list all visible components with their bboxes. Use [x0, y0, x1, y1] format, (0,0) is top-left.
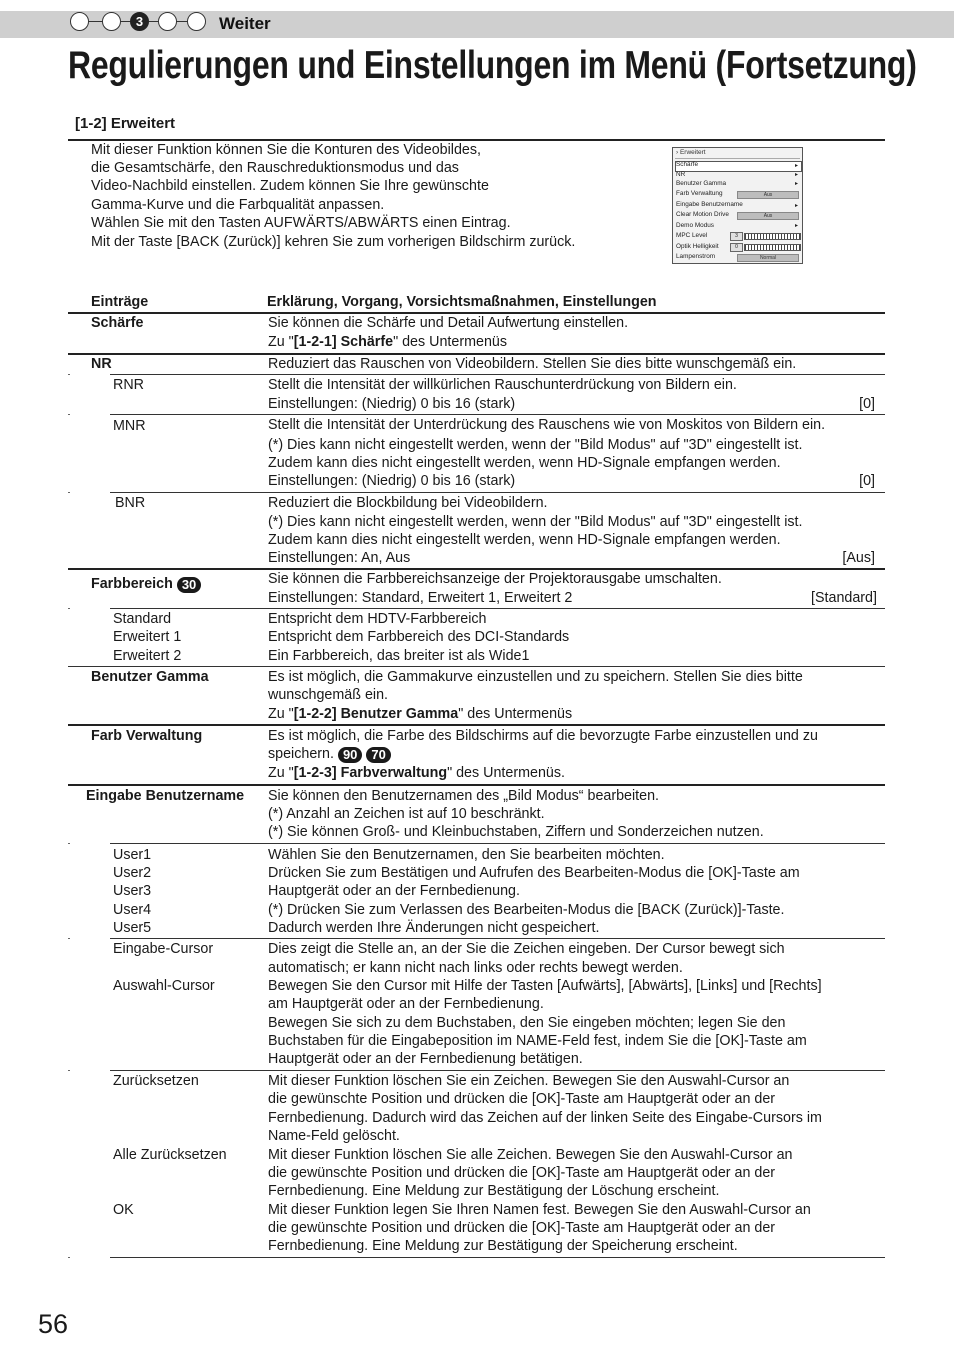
bnr-default: [Aus] [842, 550, 875, 566]
option-name: Standard [113, 611, 172, 627]
menu-title: › Erweitert [676, 149, 706, 156]
user-slot: User5 [113, 920, 152, 936]
chevron-right-icon: ▸ [794, 172, 798, 178]
step-3-current: 3 [130, 12, 149, 31]
entry-eingabe-cursor: Eingabe-Cursor [113, 941, 214, 957]
option-desc: Ein Farbbereich, das breiter ist als Wide1 [268, 648, 530, 664]
chevron-right-icon: ▸ [794, 181, 798, 187]
menu-value: Aus [737, 212, 799, 220]
gamma-desc: wunschgemäß ein. [268, 687, 388, 703]
rnr-default: [0] [859, 396, 875, 412]
mnr-note: Zudem kann dies nicht eingestellt werden, wenn HD-Signale empfangen werden. [268, 455, 781, 471]
entry-nr: NR [91, 356, 112, 372]
chevron-right-icon: ▸ [794, 223, 798, 229]
step-5 [187, 12, 206, 31]
cursor-desc: Bewegen Sie den Cursor mit Hilfe der Tasten [Aufwärts], [Abwärts], [Links] und [Rechts] [268, 978, 822, 994]
benutzername-desc: Sie können den Benutzernamen des „Bild Modus“ bearbeiten. [268, 788, 660, 804]
margin-mark [68, 414, 70, 415]
reset-all-desc: die gewünschte Position und drücken die [OK]-Taste am Hauptgerät oder an der [268, 1165, 776, 1181]
intro-line: Gamma-Kurve und die Farbqualität anpassen. [91, 197, 385, 213]
entry-auswahl-cursor: Auswahl-Cursor [113, 978, 215, 994]
step-1 [70, 12, 89, 31]
menu-value: Normal [737, 254, 799, 262]
reset-desc: Name-Feld gelöscht. [268, 1128, 400, 1144]
entry-benutzer-gamma: Benutzer Gamma [91, 669, 209, 685]
entry-rnr: RNR [113, 377, 144, 393]
menu-slider [744, 244, 801, 251]
menu-item: Lampenstrom [676, 253, 716, 260]
table-rule [110, 374, 885, 375]
user-slot: User4 [113, 902, 152, 918]
menu-item: Demo Modus [676, 222, 715, 229]
entry-schaerfe: Schärfe [91, 315, 144, 331]
ok-desc: Mit dieser Funktion legen Sie Ihren Namen fest. Bewegen Sie den Auswahl-Cursor an [268, 1202, 811, 1218]
farbverwaltung-desc: speichern. 90 70 [268, 745, 391, 763]
table-rule [110, 938, 885, 939]
menu-value: 3 [730, 232, 743, 241]
menu-item: Clear Motion Drive [676, 211, 729, 218]
page-number: 56 [38, 1309, 69, 1339]
menu-item: Schärfe [676, 161, 699, 168]
table-rule [68, 784, 885, 786]
cursor-desc: Bewegen Sie sich zu dem Buchstaben, den Sie eingeben möchten; legen Sie den [268, 1015, 786, 1031]
margin-mark [68, 608, 70, 609]
entry-zuruecksetzen: Zurücksetzen [113, 1073, 199, 1089]
bnr-settings: Einstellungen: An, Aus [268, 550, 411, 566]
margin-mark [68, 843, 70, 844]
intro-line: Wählen Sie mit den Tasten AUFWÄRTS/ABWÄRTS einen Eintrag. [91, 215, 511, 231]
intro-line: die Gesamtschärfe, den Rauschreduktionsmodus und das [91, 160, 459, 176]
menu-item: Eingabe Benutzername [676, 201, 743, 208]
cursor-desc: Buchstaben für die Eingabeposition im NAME-Feld fest, indem Sie die [OK]-Taste am [268, 1033, 807, 1049]
margin-mark [68, 492, 70, 493]
rnr-settings: Einstellungen: (Niedrig) 0 bis 16 (stark) [268, 396, 516, 412]
option-name: Erweitert 1 [113, 629, 182, 645]
entry-alle-zuruecksetzen: Alle Zurücksetzen [113, 1147, 227, 1163]
entry-eingabe-benutzername: Eingabe Benutzername [86, 788, 245, 804]
ok-desc: Fernbedienung. Eine Meldung zur Bestätigung der Speicherung erscheint. [268, 1238, 738, 1254]
users-desc: Wählen Sie den Benutzernamen, den Sie bearbeiten möchten. [268, 847, 665, 863]
table-rule [110, 414, 885, 415]
chevron-right-icon: ▸ [794, 163, 798, 169]
page-ref-badge: 90 [338, 747, 362, 763]
reset-all-desc: Fernbedienung. Eine Meldung zur Bestätigung der Löschung erscheint. [268, 1183, 720, 1199]
section-title: [1-2] Erweitert [75, 115, 176, 132]
reset-desc: Mit dieser Funktion löschen Sie ein Zeichen. Bewegen Sie den Auswahl-Cursor an [268, 1073, 790, 1089]
intro-line: Mit der Taste [BACK (Zurück)] kehren Sie zum vorherigen Bildschirm zurück. [91, 234, 576, 250]
menu-slider [744, 233, 801, 240]
margin-mark [68, 1070, 70, 1071]
table-rule [68, 666, 885, 667]
benutzername-note: (*) Anzahl an Zeichen ist auf 10 beschränkt. [268, 806, 545, 822]
menu-item: Optik Helligkeit [676, 243, 719, 250]
farbbereich-desc: Sie können die Farbbereichsanzeige der Projektorausgabe umschalten. [268, 571, 722, 587]
intro-line: Video-Nachbild einstellen. Zudem können Sie Ihre gewünschte [91, 178, 489, 194]
cursor-desc: am Hauptgerät oder an der Fernbedienung. [268, 996, 544, 1012]
menu-item: NR [676, 171, 686, 178]
users-desc: Dadurch werden Ihre Änderungen nicht gespeichert. [268, 920, 600, 936]
intro-line: Mit dieser Funktion können Sie die Konturen des Videobildes, [91, 142, 481, 158]
bnr-desc: Reduziert die Blockbildung bei Videobildern. [268, 495, 548, 511]
users-desc: (*) Drücken Sie zum Verlassen des Bearbeiten-Modus die [BACK (Zurück)]-Taste. [268, 902, 785, 918]
bnr-note: (*) Dies kann nicht eingestellt werden, wenn der "Bild Modus" auf "3D" eingestellt ist. [268, 514, 803, 530]
column-header-explanation: Erklärung, Vorgang, Vorsichtsmaßnahmen, Einstellungen [267, 294, 657, 310]
page-title: Regulierungen und Einstellungen im Menü (Fortsetzung) [68, 44, 917, 87]
entry-ok: OK [113, 1202, 134, 1218]
gamma-desc: Es ist möglich, die Gammakurve einzustellen und zu speichern. Stellen Sie dies bitte [268, 669, 803, 685]
table-rule [68, 724, 885, 726]
column-header-entries: Einträge [91, 294, 149, 310]
mnr-settings: Einstellungen: (Niedrig) 0 bis 16 (stark) [268, 473, 516, 489]
menu-value: Aus [737, 191, 799, 199]
cursor-desc: Hauptgerät oder an der Fernbedienung betätigen. [268, 1051, 583, 1067]
table-rule [110, 608, 885, 609]
bnr-note: Zudem kann dies nicht eingestellt werden, wenn HD-Signale empfangen werden. [268, 532, 781, 548]
entry-mnr: MNR [113, 418, 146, 434]
schaerfe-desc: Sie können die Schärfe und Detail Aufwertung einstellen. [268, 315, 629, 331]
users-desc: Hauptgerät oder an der Fernbedienung. [268, 883, 520, 899]
option-name: Erweitert 2 [113, 648, 182, 664]
reset-all-desc: Mit dieser Funktion löschen Sie alle Zeichen. Bewegen Sie den Auswahl-Cursor an [268, 1147, 793, 1163]
menu-screenshot [672, 147, 803, 264]
menu-item: MPC Level [676, 232, 708, 239]
menu-item: Farb Verwaltung [676, 190, 723, 197]
table-rule [110, 843, 885, 844]
page-ref-badge: 30 [177, 577, 201, 593]
header-label: Weiter [219, 14, 271, 33]
entry-bnr: BNR [115, 495, 146, 511]
margin-mark [68, 938, 70, 939]
cursor-desc: automatisch; er kann nicht nach links oder rechts bewegt werden. [268, 960, 683, 976]
farbverwaltung-ref: Zu "[1-2-3] Farbverwaltung" des Untermenüs. [268, 765, 565, 781]
benutzername-note: (*) Sie können Groß- und Kleinbuchstaben, Ziffern und Sonderzeichen nutzen. [268, 824, 764, 840]
margin-mark [68, 374, 70, 375]
user-slot: User2 [113, 865, 152, 881]
table-rule [110, 1070, 885, 1071]
user-slot: User3 [113, 883, 152, 899]
table-rule [110, 492, 885, 493]
farbbereich-settings: Einstellungen: Standard, Erweitert 1, Erweitert 2 [268, 590, 573, 606]
farbverwaltung-desc: Es ist möglich, die Farbe des Bildschirms auf die bevorzugte Farbe einzustellen und zu [268, 728, 818, 744]
gamma-ref: Zu "[1-2-2] Benutzer Gamma" des Untermenüs [268, 706, 573, 722]
mnr-note: (*) Dies kann nicht eingestellt werden, wenn der "Bild Modus" auf "3D" eingestellt ist. [268, 437, 803, 453]
nr-desc: Reduziert das Rauschen von Videobildern. Stellen Sie dies bitte wunschgemäß ein. [268, 356, 797, 372]
users-desc: Drücken Sie zum Bestätigen und Aufrufen des Bearbeiten-Modus die [OK]-Taste am [268, 865, 800, 881]
entry-farbbereich: Farbbereich 30 [91, 576, 201, 593]
section-divider [68, 139, 885, 141]
option-desc: Entspricht dem Farbbereich des DCI-Standards [268, 629, 570, 645]
reset-desc: die gewünschte Position und drücken die [OK]-Taste am Hauptgerät oder an der [268, 1091, 776, 1107]
margin-mark [68, 1257, 70, 1258]
step-4 [158, 12, 177, 31]
menu-value: 0 [730, 243, 743, 252]
mnr-default: [0] [859, 473, 875, 489]
farbbereich-default: [Standard] [811, 590, 877, 606]
chevron-right-icon: ▸ [794, 203, 798, 209]
option-desc: Entspricht dem HDTV-Farbbereich [268, 611, 487, 627]
table-rule [110, 1257, 885, 1258]
cursor-desc: Dies zeigt die Stelle an, an der Sie die Zeichen eingeben. Der Cursor bewegt sich [268, 941, 785, 957]
mnr-desc: Stellt die Intensität der Unterdrückung des Rauschens wie von Moskitos von Bildern ein. [268, 417, 826, 433]
rnr-desc: Stellt die Intensität der willkürlichen Rauschunterdrückung von Bildern ein. [268, 377, 737, 393]
page-ref-badge: 70 [366, 747, 390, 763]
schaerfe-ref: Zu "[1-2-1] Schärfe" des Untermenüs [268, 334, 508, 350]
menu-item: Benutzer Gamma [676, 180, 727, 187]
entry-farb-verwaltung: Farb Verwaltung [91, 728, 203, 744]
reset-desc: Fernbedienung. Dadurch wird das Zeichen auf der linken Seite des Eingabe-Cursors im [268, 1110, 822, 1126]
step-2 [102, 12, 121, 31]
ok-desc: die gewünschte Position und drücken die [OK]-Taste am Hauptgerät oder an der [268, 1220, 776, 1236]
user-slot: User1 [113, 847, 152, 863]
